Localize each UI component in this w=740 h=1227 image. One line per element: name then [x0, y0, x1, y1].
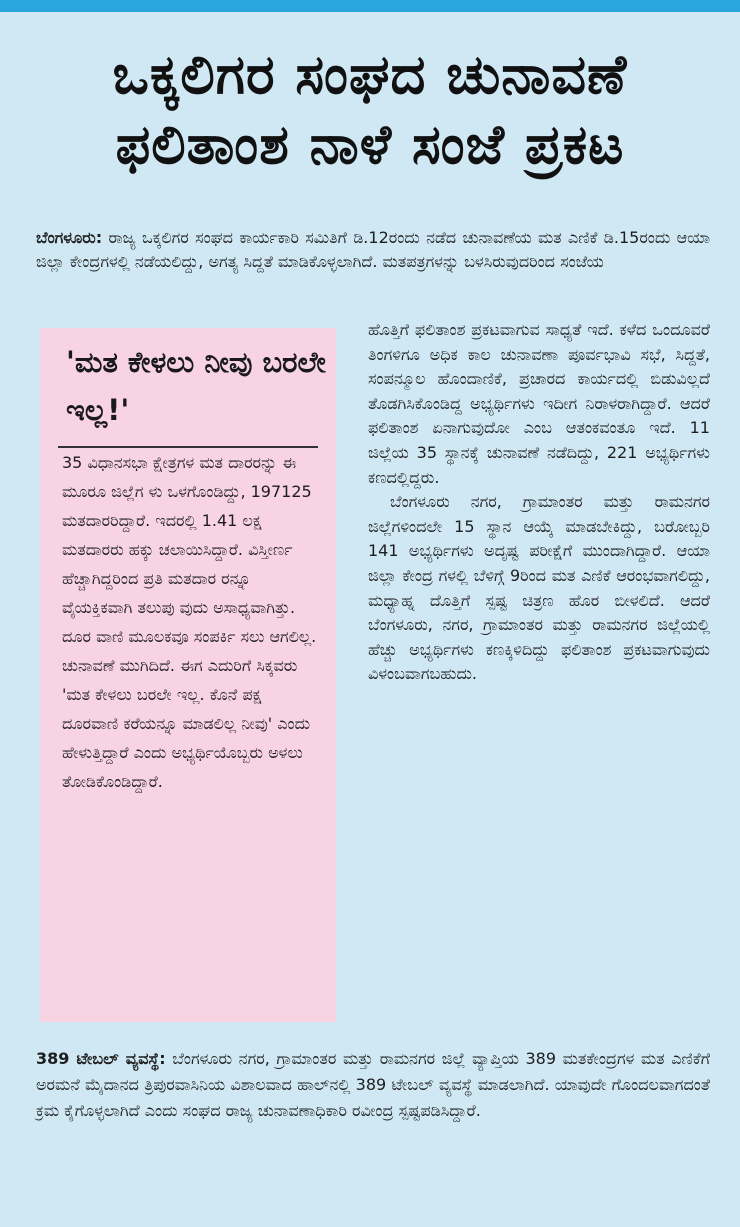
headline-line-2: ಫಲಿತಾಂಶ ನಾಳೆ ಸಂಜೆ ಪ್ರಕಟ	[115, 113, 625, 176]
sidebar-body: 35 ವಿಧಾನಸಭಾ ಕ್ಷೇತ್ರಗಳ ಮತ ದಾರರನ್ನು ಈ ಮೂರೂ ಜಿಲ್ಲೆಗ ಳು ಒಳಗೊಂಡಿದ್ದು, 197125 ಮತದಾರರಿದ್ದಾರೆ. ಇದರಲ್ಲಿ 1.41 ಲಕ್ಷ ಮತದಾರರು ಹಕ್ಕು ಚಲಾಯಿಸಿದ್ದಾರೆ. ವಿಸ್ತೀರ್ಣ ಹೆಚ್ಚಾಗಿದ್ದರಿಂದ ಪ್ರತಿ ಮತದಾರ ರನ್ನೂ ವೈಯಕ್ತಿಕವಾಗಿ ತಲುಪು ವುದು ಅಸಾಧ್ಯವಾಗಿತ್ತು. ದೂರ ವಾಣಿ ಮೂಲಕವೂ ಸಂಪರ್ಕಿ ಸಲು ಆಗಲಿಲ್ಲ. ಚುನಾವಣೆ ಮುಗಿದಿದೆ. ಈಗ ಎದುರಿಗೆ ಸಿಕ್ಕವರು 'ಮತ ಕೇಳಲು ಬರಲೇ ಇಲ್ಲ. ಕೊನೆ ಪಕ್ಷ ದೂರವಾಣಿ ಕರೆಯನ್ನೂ ಮಾಡಲಿಲ್ಲ ನೀವು' ಎಂದು ಹೇಳುತ್ತಿದ್ದಾರೆ ಎಂದು ಅಭ್ಯರ್ಥಿಯೊಬ್ಬರು ಅಳಲು ತೋಡಿಕೊಂಡಿದ್ದಾರೆ.	[62, 453, 317, 791]
right-column	[368, 318, 710, 687]
footer-subhead: 389 ಟೇಬಲ್ ವ್ಯವಸ್ಥೆ:	[36, 1049, 166, 1068]
top-accent-bar	[0, 0, 740, 12]
right-column-paragraph-1: ಹೊತ್ತಿಗೆ ಫಲಿತಾಂಶ ಪ್ರಕಟವಾಗುವ ಸಾಧ್ಯತೆ ಇದೆ. ಕಳೆದ ಒಂದೂವರೆ ತಿಂಗಳಿಗೂ ಅಧಿಕ ಕಾಲ ಚುನಾವಣಾ ಪೂರ್ವಭಾವಿ ಸಭೆ, ಸಿದ್ದತೆ, ಸಂಪನ್ಮೂಲ ಹೊಂದಾಣಿಕೆ, ಪ್ರಚಾರದ ಕಾರ್ಯದಲ್ಲಿ ಬಿಡುವಿಲ್ಲದೆ ತೊಡಗಿಸಿಕೊಂಡಿದ್ದ ಅಭ್ಯರ್ಥಿಗಳು ಇದೀಗ ನಿರಾಳರಾಗಿದ್ದಾರೆ. ಆದರೆ ಫಲಿತಾಂಶ ಏನಾಗುವುದೋ ಎಂಬ ಆತಂಕವಂತೂ ಇದೆ. 11 ಜಿಲ್ಲೆಯ 35 ಸ್ಥಾನಕ್ಕೆ ಚುನಾವಣೆ ನಡೆದಿದ್ದು, 221 ಅಭ್ಯರ್ಥಿಗಳು ಕಣದಲ್ಲಿದ್ದರು.	[368, 320, 710, 487]
right-column-paragraph-2: ಬೆಂಗಳೂರು ನಗರ, ಗ್ರಾಮಾಂತರ ಮತ್ತು ರಾಮನಗರ ಜಿಲ್ಲೆಗಳಿಂದಲೇ 15 ಸ್ಥಾನ ಆಯ್ಕೆ ಮಾಡಬೇಕಿದ್ದು, ಬರೋಬ್ಬರಿ 141 ಅಭ್ಯರ್ಥಿಗಳು ಅದೃಷ್ಟ ಪರೀಕ್ಷೆಗೆ ಮುಂದಾಗಿದ್ದಾರೆ. ಆಯಾ ಜಿಲ್ಲಾ ಕೇಂದ್ರ ಗಳಲ್ಲಿ ಬೆಳಿಗ್ಗೆ 9ರಿಂದ ಮತ ಎಣಿಕೆ ಆರಂಭವಾಗಲಿದ್ದು, ಮಧ್ಯಾಹ್ನ ದೊತ್ತಿಗೆ ಸ್ಪಷ್ಟ ಚಿತ್ರಣ ಹೊರ ಬೀಳಲಿದೆ. ಆದರೆ ಬೆಂಗಳೂರು, ನಗರ, ಗ್ರಾಮಾಂತರ ಮತ್ತು ರಾಮನಗರ ಜಿಲ್ಲೆಯಲ್ಲಿ ಹೆಚ್ಚು ಅಭ್ಯರ್ಥಿಗಳು ಕಣಕ್ಕಿಳಿದಿದ್ದು ಫಲಿತಾಂಶ ಪ್ರಕಟವಾಗುವುದು ವಿಳಂಬವಾಗಬಹುದು.	[368, 492, 710, 684]
headline	[18, 40, 722, 180]
sidebar-title: 'ಮತ ಕೇಳಲು ನೀವು ಬರಲೇ ಇಲ್ಲ!'	[66, 345, 326, 427]
headline-line-1: ಒಕ್ಕಲಿಗರ ಸಂಘದ ಚುನಾವಣೆ	[112, 43, 628, 106]
lead-text: ರಾಜ್ಯ ಒಕ್ಕಲಿಗರ ಸಂಘದ ಕಾರ್ಯಕಾರಿ ಸಮಿತಿಗೆ ಡಿ.12ರಂದು ನಡೆದ ಚುನಾವಣೆಯ ಮತ ಎಣಿಕೆ ಡಿ.15ರಂದು ಆಯಾ ಜಿಲ್ಲಾ ಕೇಂದ್ರಗಳಲ್ಲಿ ನಡೆಯಲಿದ್ದು, ಅಗತ್ಯ ಸಿದ್ದತೆ ಮಾಡಿಕೊಳ್ಳಲಾಗಿದೆ. ಮತಪತ್ರಗಳನ್ನು ಬಳಸಿರುವುದರಿಂದ ಸಂಜೆಯ	[36, 228, 710, 271]
lead-paragraph	[36, 226, 710, 274]
dateline: ಬೆಂಗಳೂರು:	[36, 228, 103, 247]
footer-paragraph	[36, 1046, 710, 1124]
sidebar-box	[40, 328, 336, 1022]
footer-text: ಬೆಂಗಳೂರು ನಗರ, ಗ್ರಾಮಾಂತರ ಮತ್ತು ರಾಮನಗರ ಜಿಲ್ಲೆ ವ್ಯಾಪ್ತಿಯ 389 ಮತಕೇಂದ್ರಗಳ ಮತ ಎಣಿಕೆಗೆ ಅರಮನೆ ಮೈದಾನದ ತ್ರಿಪುರವಾಸಿನಿಯ ವಿಶಾಲವಾದ ಹಾಲ್‌ನಲ್ಲಿ 389 ಟೇಬಲ್ ವ್ಯವಸ್ಥೆ ಮಾಡಲಾಗಿದೆ. ಯಾವುದೇ ಗೊಂದಲವಾಗದಂತೆ ಕ್ರಮ ಕೈಗೊಳ್ಳಲಾಗಿದೆ ಎಂದು ಸಂಘದ ರಾಜ್ಯ ಚುನಾವಣಾಧಿಕಾರಿ ರವೀಂದ್ರ ಸ್ಪಷ್ಟಪಡಿಸಿದ್ದಾರೆ.	[36, 1049, 710, 1120]
